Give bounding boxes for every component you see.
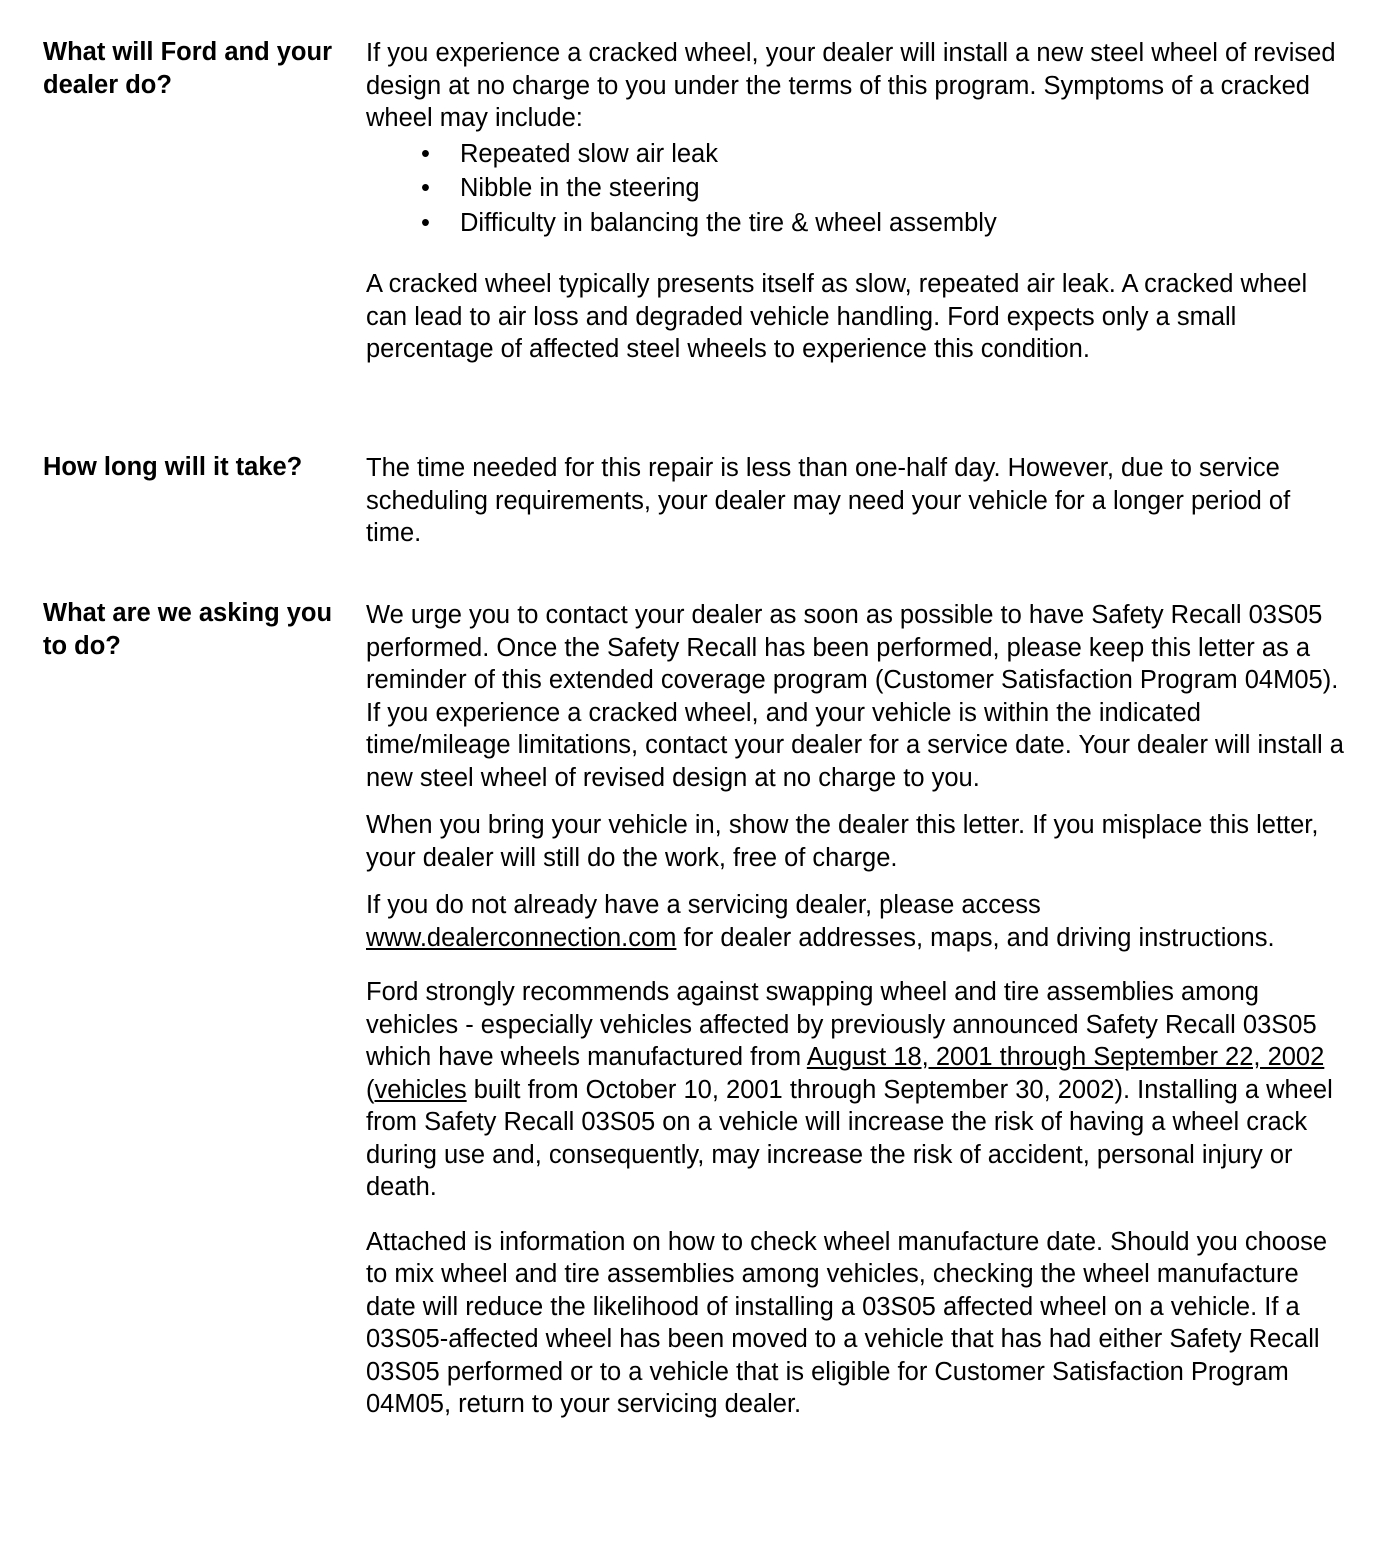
answer-body bbox=[366, 599, 1346, 1421]
question-heading: What will Ford and your dealer do? bbox=[43, 38, 332, 99]
list-item: • Nibble in the steering bbox=[366, 171, 1346, 206]
answer-body bbox=[366, 37, 1346, 366]
bring-vehicle-paragraph: When you bring your vehicle in, show the dealer this letter. If you misplace this letter, your dealer will still do the work, free of charge. bbox=[366, 811, 1319, 872]
manufacture-date-paragraph: Attached is information on how to check wheel manufacture date. Should you choose to mix wheel and tire assemblies among vehicles, checking the wheel manufacture date will reduce the likelihood of installing a 03S05 affected wheel on a vehicle. If a 03S05-affected wheel has been moved to a vehicle that has had either Safety Recall 03S05 performed or to a vehicle that is eligible for Customer Satisfaction Program 04M05, return to your servicing dealer. bbox=[366, 1227, 1328, 1418]
intro-paragraph: If you experience a cracked wheel, your dealer will install a new steel wheel of revised design at no charge to you under the terms of this program. Symptoms of a cracked wheel may include: bbox=[366, 39, 1336, 132]
dealer-access-paragraph: If you do not already have a servicing dealer, please access www.dealerconnection.com for dealer addresses, maps, and driving instructions. bbox=[366, 891, 1275, 952]
underlined-vehicles: vehicles bbox=[374, 1075, 467, 1104]
repair-time-paragraph: The time needed for this repair is less than one-half day. However, due to service scheduling requirements, your dealer may need your vehicle for a longer period of time. bbox=[366, 454, 1291, 547]
dealerconnection-link[interactable]: www.dealerconnection.com bbox=[366, 923, 677, 952]
bullet-icon: • bbox=[421, 208, 430, 237]
list-item: • Difficulty in balancing the tire & wheel assembly bbox=[366, 206, 1346, 241]
bullet-icon: • bbox=[421, 174, 430, 202]
answer-body bbox=[366, 452, 1346, 550]
question-heading: What are we asking you to do? bbox=[43, 599, 333, 660]
cracked-wheel-paragraph: A cracked wheel typically presents itself as slow, repeated air leak. A cracked wheel can lead to air loss and degraded vehicle handling. Ford expects only a small percentage of affected steel wheels to experience this condition. bbox=[366, 270, 1308, 363]
symptom-list bbox=[366, 137, 1346, 241]
bullet-icon: • bbox=[421, 139, 430, 168]
list-item: • Repeated slow air leak bbox=[366, 137, 1346, 172]
question-heading: How long will it take? bbox=[43, 453, 303, 481]
swapping-warning-paragraph: Ford strongly recommends against swapping wheel and tire assemblies among vehicles - especially vehicles affected by previously announced Safety Recall 03S05 which have wheels manufactured from August 18, 2001 through September 22, 2002 (vehicles built from October 10, 2001 through September 30, 2002). Installing a wheel from Safety Recall 03S05 on a vehicle will increase the risk of having a wheel crack during use and, consequently, may increase the risk of accident, personal injury or death. bbox=[366, 978, 1333, 1201]
urge-paragraph: We urge you to contact your dealer as soon as possible to have Safety Recall 03S05 performed. Once the Safety Recall has been performed, please keep this letter as a reminder of this extended coverage program (Customer Satisfaction Program 04M05). If you experience a cracked wheel, and your vehicle is within the indicated time/mileage limitations, contact your dealer for a service date. Your dealer will install a new steel wheel of revised design at no charge to you. bbox=[366, 601, 1344, 792]
underlined-date-range: August 18, 2001 through September 22, 2002 bbox=[806, 1043, 1325, 1071]
